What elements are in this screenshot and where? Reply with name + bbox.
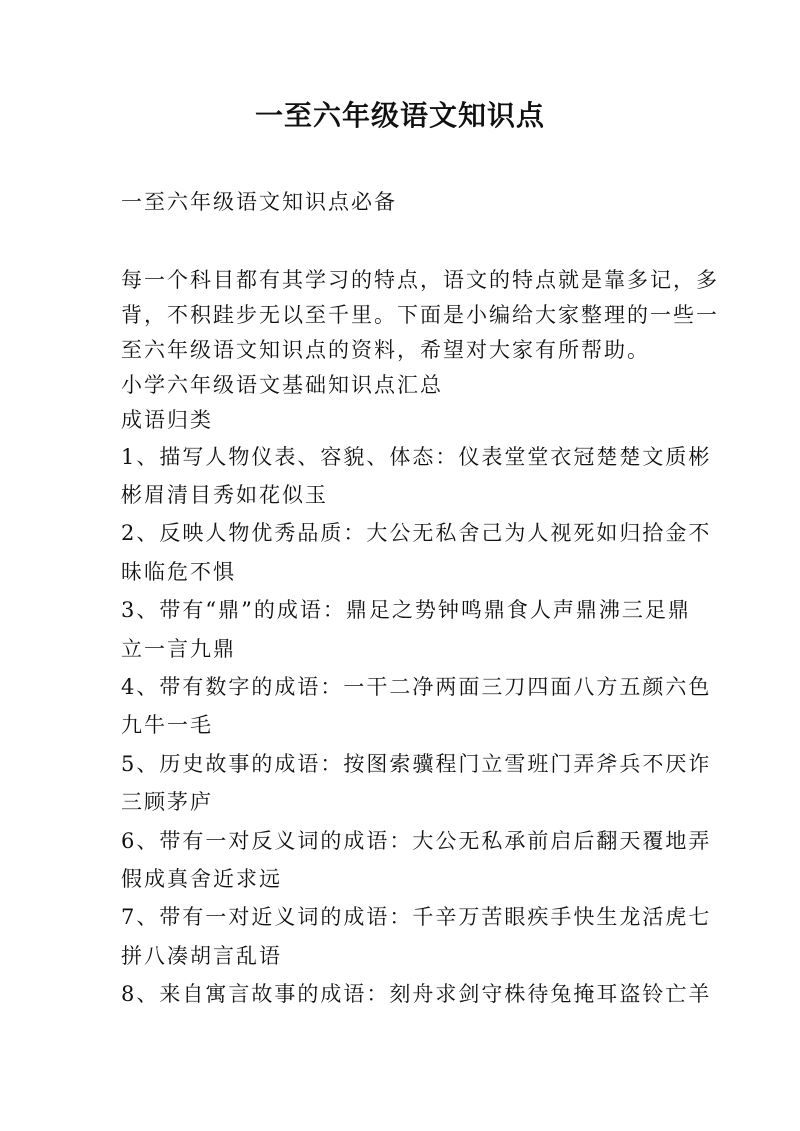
document-body: [121, 263, 719, 1014]
idiom-category-item: [121, 668, 712, 745]
idiom-item-line: 昧临危不惧: [121, 559, 236, 584]
idiom-item-line: 8、来自寓言故事的成语：刻舟求剑守株待兔掩耳盗铃亡羊: [121, 982, 712, 1007]
idiom-category-item: [121, 975, 712, 1013]
idiom-item-line: 拼八凑胡言乱语: [121, 943, 282, 968]
idiom-item-line: 2、反映人物优秀品质：大公无私舍己为人视死如归拾金不: [121, 521, 712, 546]
idiom-item-line: 立一言九鼎: [121, 636, 236, 661]
idiom-item-line: 假成真舍近求远: [121, 867, 282, 891]
idiom-item-line: 1、描写人物仪表、容貌、体态：仪表堂堂衣冠楚楚文质彬: [121, 444, 712, 469]
document-title: 一至六年级语文知识点: [254, 99, 545, 132]
idiom-category-item: [121, 898, 712, 975]
category-heading: 成语归类: [121, 407, 213, 432]
idiom-item-line: 7、带有一对近义词的成语：千辛万苦眼疾手快生龙活虎七: [121, 905, 712, 930]
document-subtitle: 一至六年级语文知识点必备: [121, 190, 397, 214]
idiom-category-item: [121, 438, 712, 515]
idiom-item-line: 5、历史故事的成语：按图索骥程门立雪班门弄斧兵不厌诈: [121, 751, 712, 776]
idiom-category-item: [121, 514, 712, 591]
idiom-item-line: 三顾茅庐: [121, 790, 213, 815]
idiom-item-line: 3、带有“鼎”的成语：鼎足之势钟鸣鼎食人声鼎沸三足鼎: [121, 598, 691, 623]
idiom-item-line: 九牛一毛: [121, 713, 213, 738]
idiom-item-line: 6、带有一对反义词的成语：大公无私承前启后翻天覆地弄: [121, 828, 712, 853]
intro-line: 每一个科目都有其学习的特点，语文的特点就是靠多记，多: [121, 268, 719, 292]
idiom-category-item: [121, 591, 691, 668]
section-heading: 小学六年级语文基础知识点汇总: [121, 372, 443, 397]
idiom-category-item: [121, 745, 712, 822]
intro-line: 至六年级语文知识点的资料，希望对大家有所帮助。: [121, 337, 650, 362]
idiom-category-item: [121, 822, 712, 899]
intro-line: 背，不积跬步无以至千里。下面是小编给大家整理的一些一: [121, 302, 719, 327]
idiom-item-line: 彬眉清目秀如花似玉: [121, 482, 328, 507]
idiom-item-line: 4、带有数字的成语：一干二净两面三刀四面八方五颜六色: [121, 674, 712, 699]
